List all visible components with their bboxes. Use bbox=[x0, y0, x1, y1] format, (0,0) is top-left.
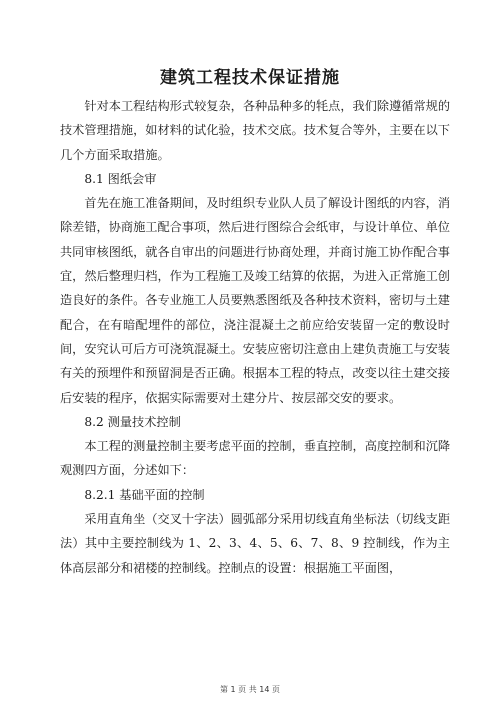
document-body bbox=[60, 94, 450, 580]
page-number-footer: 第 1 页 共 14 页 bbox=[220, 685, 280, 694]
paragraph: 首先在施工准备期间，及时组织专业队人员了解设计图纸的内容，消除差错，协商施工配合事项，然后进行图综合会纸审，与设计单位、单位共同审核图纸，就各自审出的问题进行协商处理，并商讨施工协作配合事宜，然后整理归档，作为工程施工及竣工结算的依据，为进入正常施工创造良好的条件。各专业施工人员要熟悉图纸及各种技术资料，密切与土建配合，在有暗配埋件的部位，浇注混凝土之前应给安装留一定的敷设时间，安究认可后方可浇筑混凝土。安装应密切注意由上建负责施工与安装有关的预埋件和预留洞是否正确。根据本工程的特点，改变以往土建交接后安装的程序，依据实际需要对土建分片、按层部交安的要求。 bbox=[60, 196, 451, 405]
document-title: 建筑工程技术保证措施 bbox=[160, 68, 340, 88]
section-heading: 8.1 图纸会审 bbox=[84, 171, 157, 186]
paragraph-intro: 针对本工程结构形式较复杂，各种品种多的牦点，我们除遵循常规的技术管理措施，如材料的试化验，技术交底。技术复合等外，主要在以下几个方面采取措施。 bbox=[60, 99, 451, 162]
section-heading: 8.2 测量技术控制 bbox=[84, 414, 181, 429]
paragraph: 本工程的测量控制主要考虑平面的控制，垂直控制，高度控制和沉降观测四方面，分述如下： bbox=[60, 439, 451, 478]
subsection-heading: 8.2.1 基础平面的控制 bbox=[84, 487, 205, 502]
paragraph: 采用直角坐（交叉十字法）圆弧部分采用切线直角坐标法（切线支距法）其中主要控制线为 1、2、3、4、5、6、7、8、9 控制线，作为主体高层部分和裙楼的控制线。控制点的设置：根据施工平面图， bbox=[60, 512, 451, 575]
